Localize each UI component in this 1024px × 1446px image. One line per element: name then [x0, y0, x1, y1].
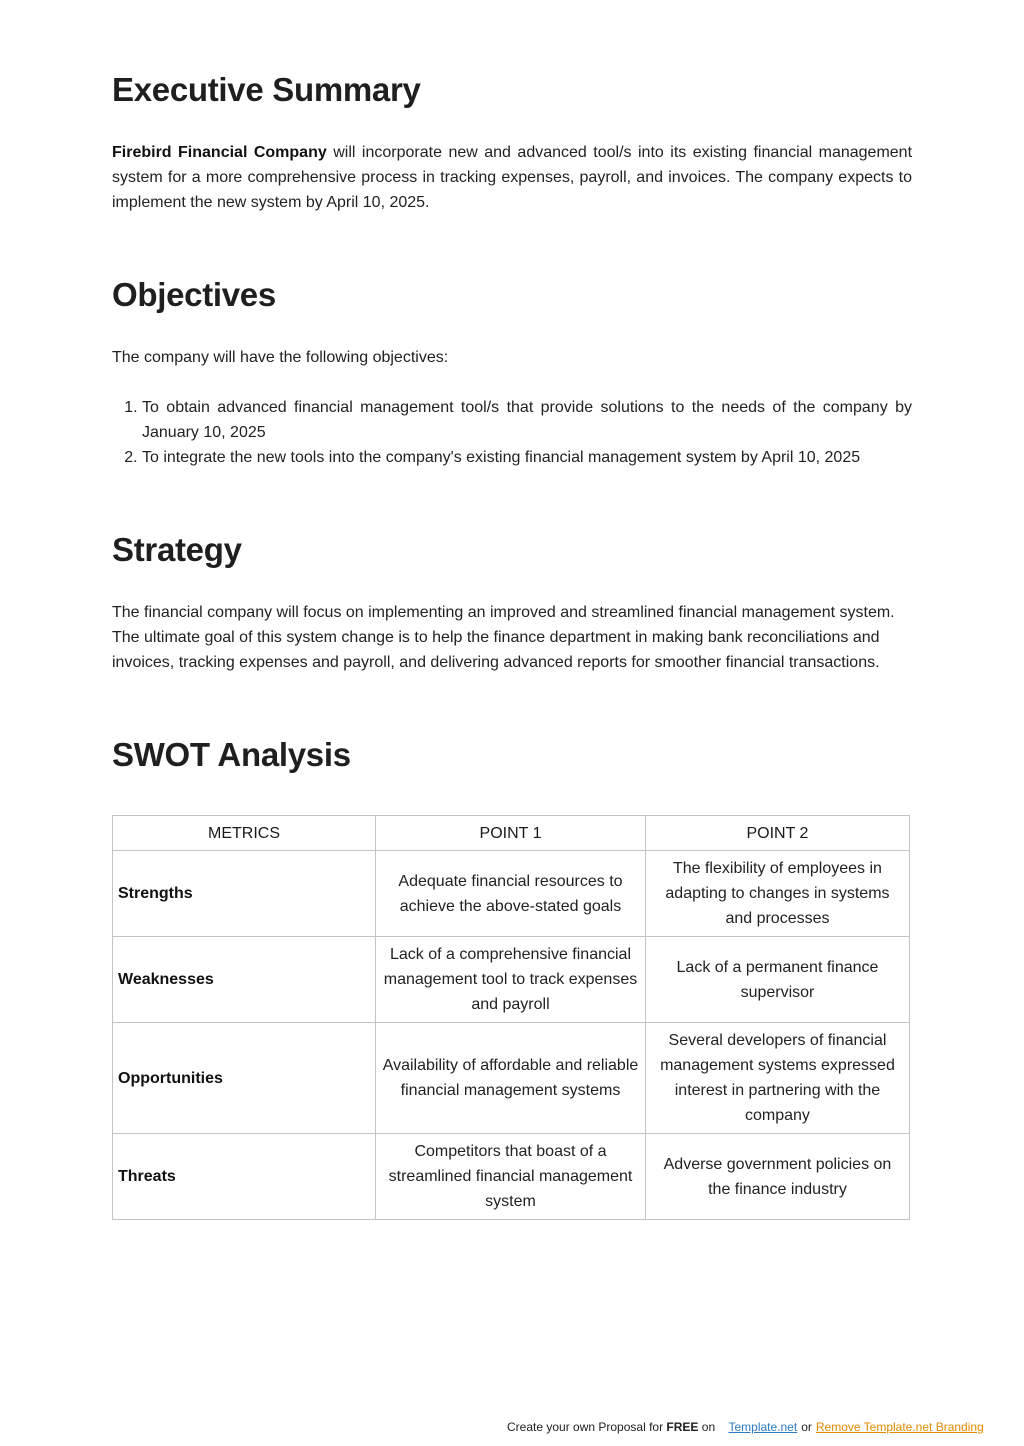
metric-cell: Strengths [113, 851, 376, 937]
footer-free: FREE [666, 1420, 699, 1434]
strategy-paragraph: The financial company will focus on implementing an improved and streamlined financial management system. The ultimate goal of this system change is to help the finance department in making bank reconciliations and invoices, tracking expenses and payroll, and delivering advanced reports for smoother financial transactions. [112, 604, 895, 671]
objective-item: 2. To integrate the new tools into the company's existing financial management system by April 10, 2025 [142, 445, 912, 470]
strategy-heading: Strategy [112, 531, 242, 568]
objective-item: 1. To obtain advanced financial management tool/s that provide solutions to the needs of the company by January 10, 2025 [142, 395, 912, 445]
table-row [113, 1023, 910, 1134]
table-row [113, 937, 910, 1023]
header-point-2: POINT 2 [645, 816, 909, 851]
table-row [113, 851, 910, 937]
executive-summary-heading: Executive Summary [112, 71, 421, 108]
swot-heading: SWOT Analysis [112, 736, 351, 773]
point2-cell: The flexibility of employees in adapting to changes in systems and processes [645, 851, 909, 937]
objectives-heading: Objectives [112, 276, 276, 313]
swot-table [112, 815, 910, 1220]
remove-branding-link[interactable]: Remove Template.net Branding [815, 1420, 984, 1434]
point1-cell: Competitors that boast of a streamlined financial management system [376, 1134, 646, 1220]
point1-cell: Adequate financial resources to achieve the above-stated goals [376, 851, 646, 937]
header-metrics: METRICS [113, 816, 376, 851]
metric-cell: Threats [113, 1134, 376, 1220]
point1-cell: Lack of a comprehensive financial management tool to track expenses and payroll [376, 937, 646, 1023]
point2-cell: Adverse government policies on the finance industry [645, 1134, 909, 1220]
metric-cell: Weaknesses [113, 937, 376, 1023]
footer-or: or [801, 1420, 812, 1434]
branding-footer [507, 1419, 984, 1435]
point2-cell: Lack of a permanent finance supervisor [645, 937, 909, 1023]
objectives-list [112, 395, 912, 470]
swot-header-row [113, 816, 910, 851]
executive-summary-body: will incorporate new and advanced tool/s into its existing financial management system for a more comprehensive process in tracking expenses, payroll, and invoices. The company expects to implement the new system by April 10, 2025. [112, 144, 913, 211]
table-row [113, 1134, 910, 1220]
header-point-1: POINT 1 [376, 816, 646, 851]
footer-on: on [698, 1420, 716, 1434]
point2-cell: Several developers of financial management systems expressed interest in partnering with the company [645, 1023, 909, 1134]
objectives-intro: The company will have the following objectives: [112, 349, 449, 366]
metric-cell: Opportunities [113, 1023, 376, 1134]
footer-prefix: Create your own Proposal for [507, 1420, 667, 1434]
template-net-link[interactable]: Template.net [728, 1420, 798, 1434]
executive-summary-paragraph [112, 140, 912, 215]
company-name: Firebird Financial Company [112, 144, 327, 161]
point1-cell: Availability of affordable and reliable financial management systems [376, 1023, 646, 1134]
